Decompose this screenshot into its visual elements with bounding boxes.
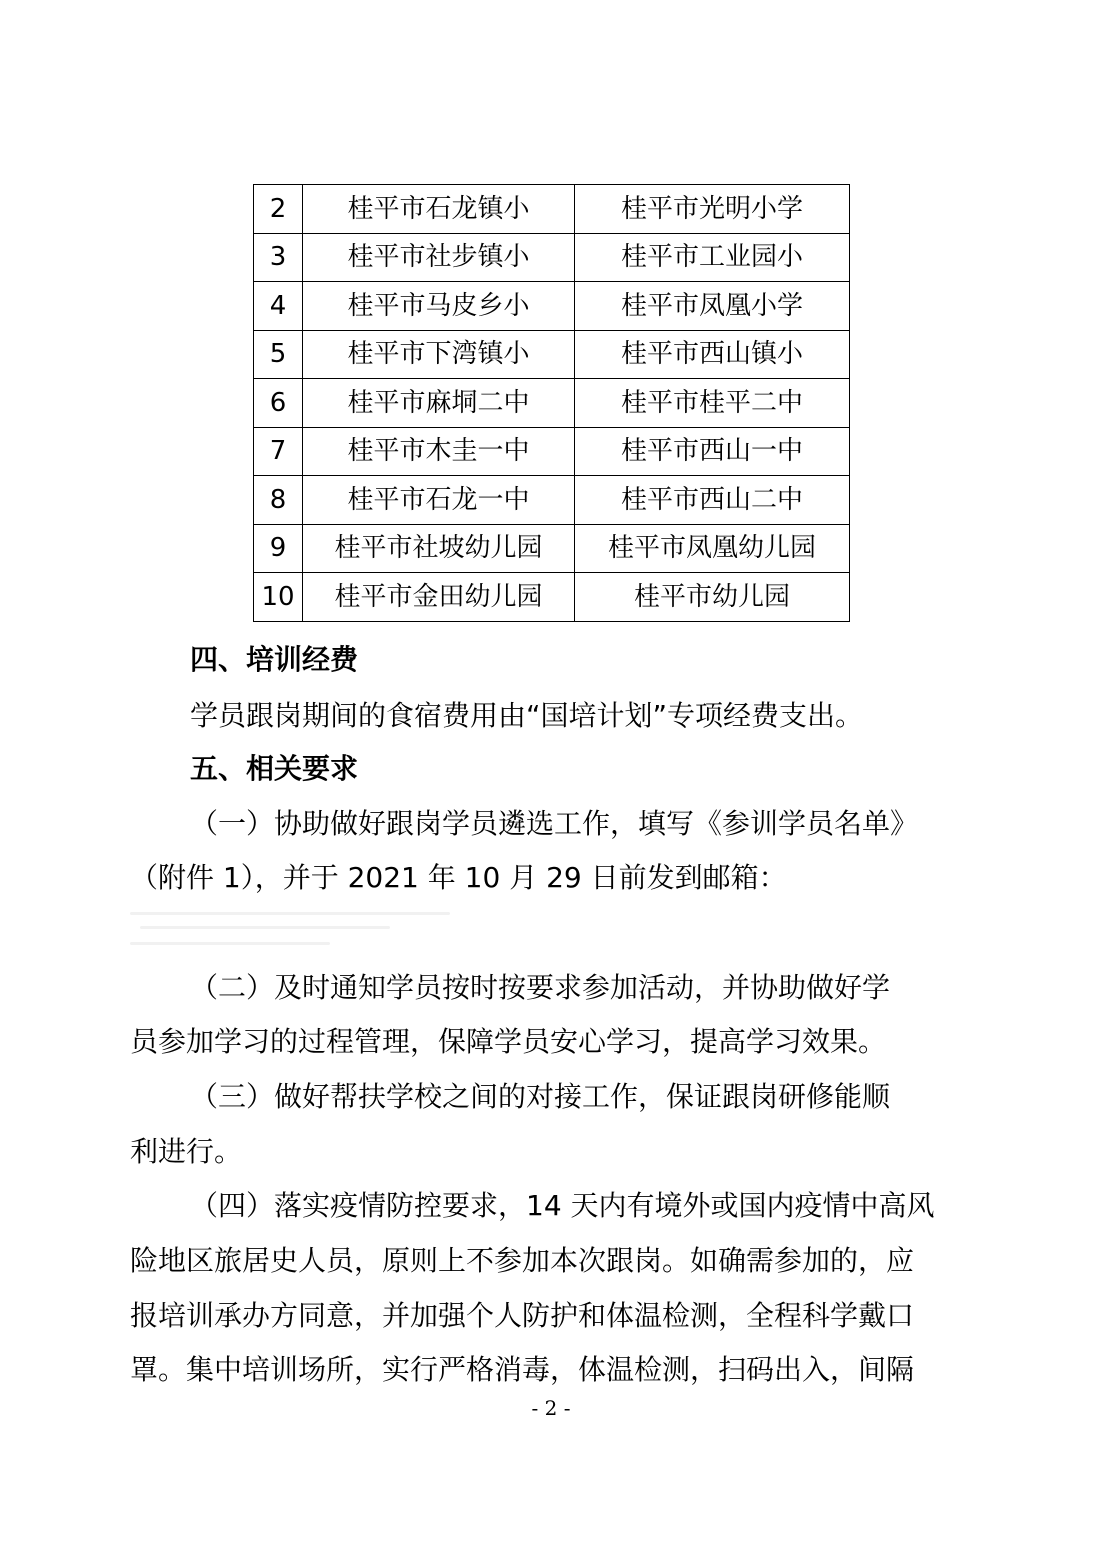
helped-school-cell: 桂平市金田幼儿园 (303, 573, 575, 622)
item-2-line-2: 员参加学习的过程管理，保障学员安心学习，提高学习效果。 (130, 1025, 887, 1058)
row-number-cell: 9 (254, 524, 303, 573)
item-4-line-1: （四）落实疫情防控要求，14 天内有境外或国内疫情中高风 (190, 1189, 935, 1222)
helped-school-cell: 桂平市石龙一中 (303, 476, 575, 525)
section-4-body: 学员跟岗期间的食宿费用由“国培计划”专项经费支出。 (190, 699, 864, 732)
item-4-line-2: 险地区旅居史人员，原则上不参加本次跟岗。如确需参加的，应 (130, 1244, 915, 1277)
partner-school-cell: 桂平市西山二中 (575, 476, 850, 525)
partner-school-cell: 桂平市光明小学 (575, 185, 850, 234)
section-5-heading: 五、相关要求 (190, 752, 359, 785)
item-1-line-2: （附件 1），并于 2021 年 10 月 29 日前发到邮箱： (130, 861, 787, 894)
row-number-cell: 4 (254, 282, 303, 331)
row-number-cell: 2 (254, 185, 303, 234)
item-3-line-2: 利进行。 (130, 1135, 243, 1168)
table-row (254, 476, 850, 525)
partner-school-cell: 桂平市西山一中 (575, 427, 850, 476)
partner-school-cell: 桂平市凤凰幼儿园 (575, 524, 850, 573)
row-number-cell: 8 (254, 476, 303, 525)
redacted-email (130, 906, 460, 958)
helped-school-cell: 桂平市马皮乡小 (303, 282, 575, 331)
partner-school-cell: 桂平市工业园小 (575, 233, 850, 282)
table-row (254, 379, 850, 428)
page-number: - 2 - (531, 1396, 571, 1420)
helped-school-cell: 桂平市麻垌二中 (303, 379, 575, 428)
row-number-cell: 10 (254, 573, 303, 622)
table-row (254, 427, 850, 476)
section-4-heading: 四、培训经费 (190, 643, 359, 676)
partner-school-cell: 桂平市西山镇小 (575, 330, 850, 379)
table-row (254, 330, 850, 379)
table-row (254, 185, 850, 234)
item-4-line-3: 报培训承办方同意，并加强个人防护和体温检测，全程科学戴口 (130, 1299, 915, 1332)
item-3-line-1: （三）做好帮扶学校之间的对接工作，保证跟岗研修能顺 (190, 1080, 891, 1113)
item-4-line-4: 罩。集中培训场所，实行严格消毒，体温检测，扫码出入，间隔 (130, 1353, 915, 1386)
row-number-cell: 3 (254, 233, 303, 282)
table-row (254, 573, 850, 622)
helped-school-cell: 桂平市石龙镇小 (303, 185, 575, 234)
school-pairing-table (253, 184, 850, 622)
table-row (254, 233, 850, 282)
table-body (254, 185, 850, 622)
helped-school-cell: 桂平市木圭一中 (303, 427, 575, 476)
partner-school-cell: 桂平市凤凰小学 (575, 282, 850, 331)
table-row (254, 282, 850, 331)
helped-school-cell: 桂平市社坡幼儿园 (303, 524, 575, 573)
partner-school-cell: 桂平市桂平二中 (575, 379, 850, 428)
item-1-line-1: （一）协助做好跟岗学员遴选工作，填写《参训学员名单》 (190, 807, 919, 840)
row-number-cell: 5 (254, 330, 303, 379)
row-number-cell: 7 (254, 427, 303, 476)
helped-school-cell: 桂平市社步镇小 (303, 233, 575, 282)
partner-school-cell: 桂平市幼儿园 (575, 573, 850, 622)
helped-school-cell: 桂平市下湾镇小 (303, 330, 575, 379)
row-number-cell: 6 (254, 379, 303, 428)
table-row (254, 524, 850, 573)
item-2-line-1: （二）及时通知学员按时按要求参加活动，并协助做好学 (190, 971, 891, 1004)
